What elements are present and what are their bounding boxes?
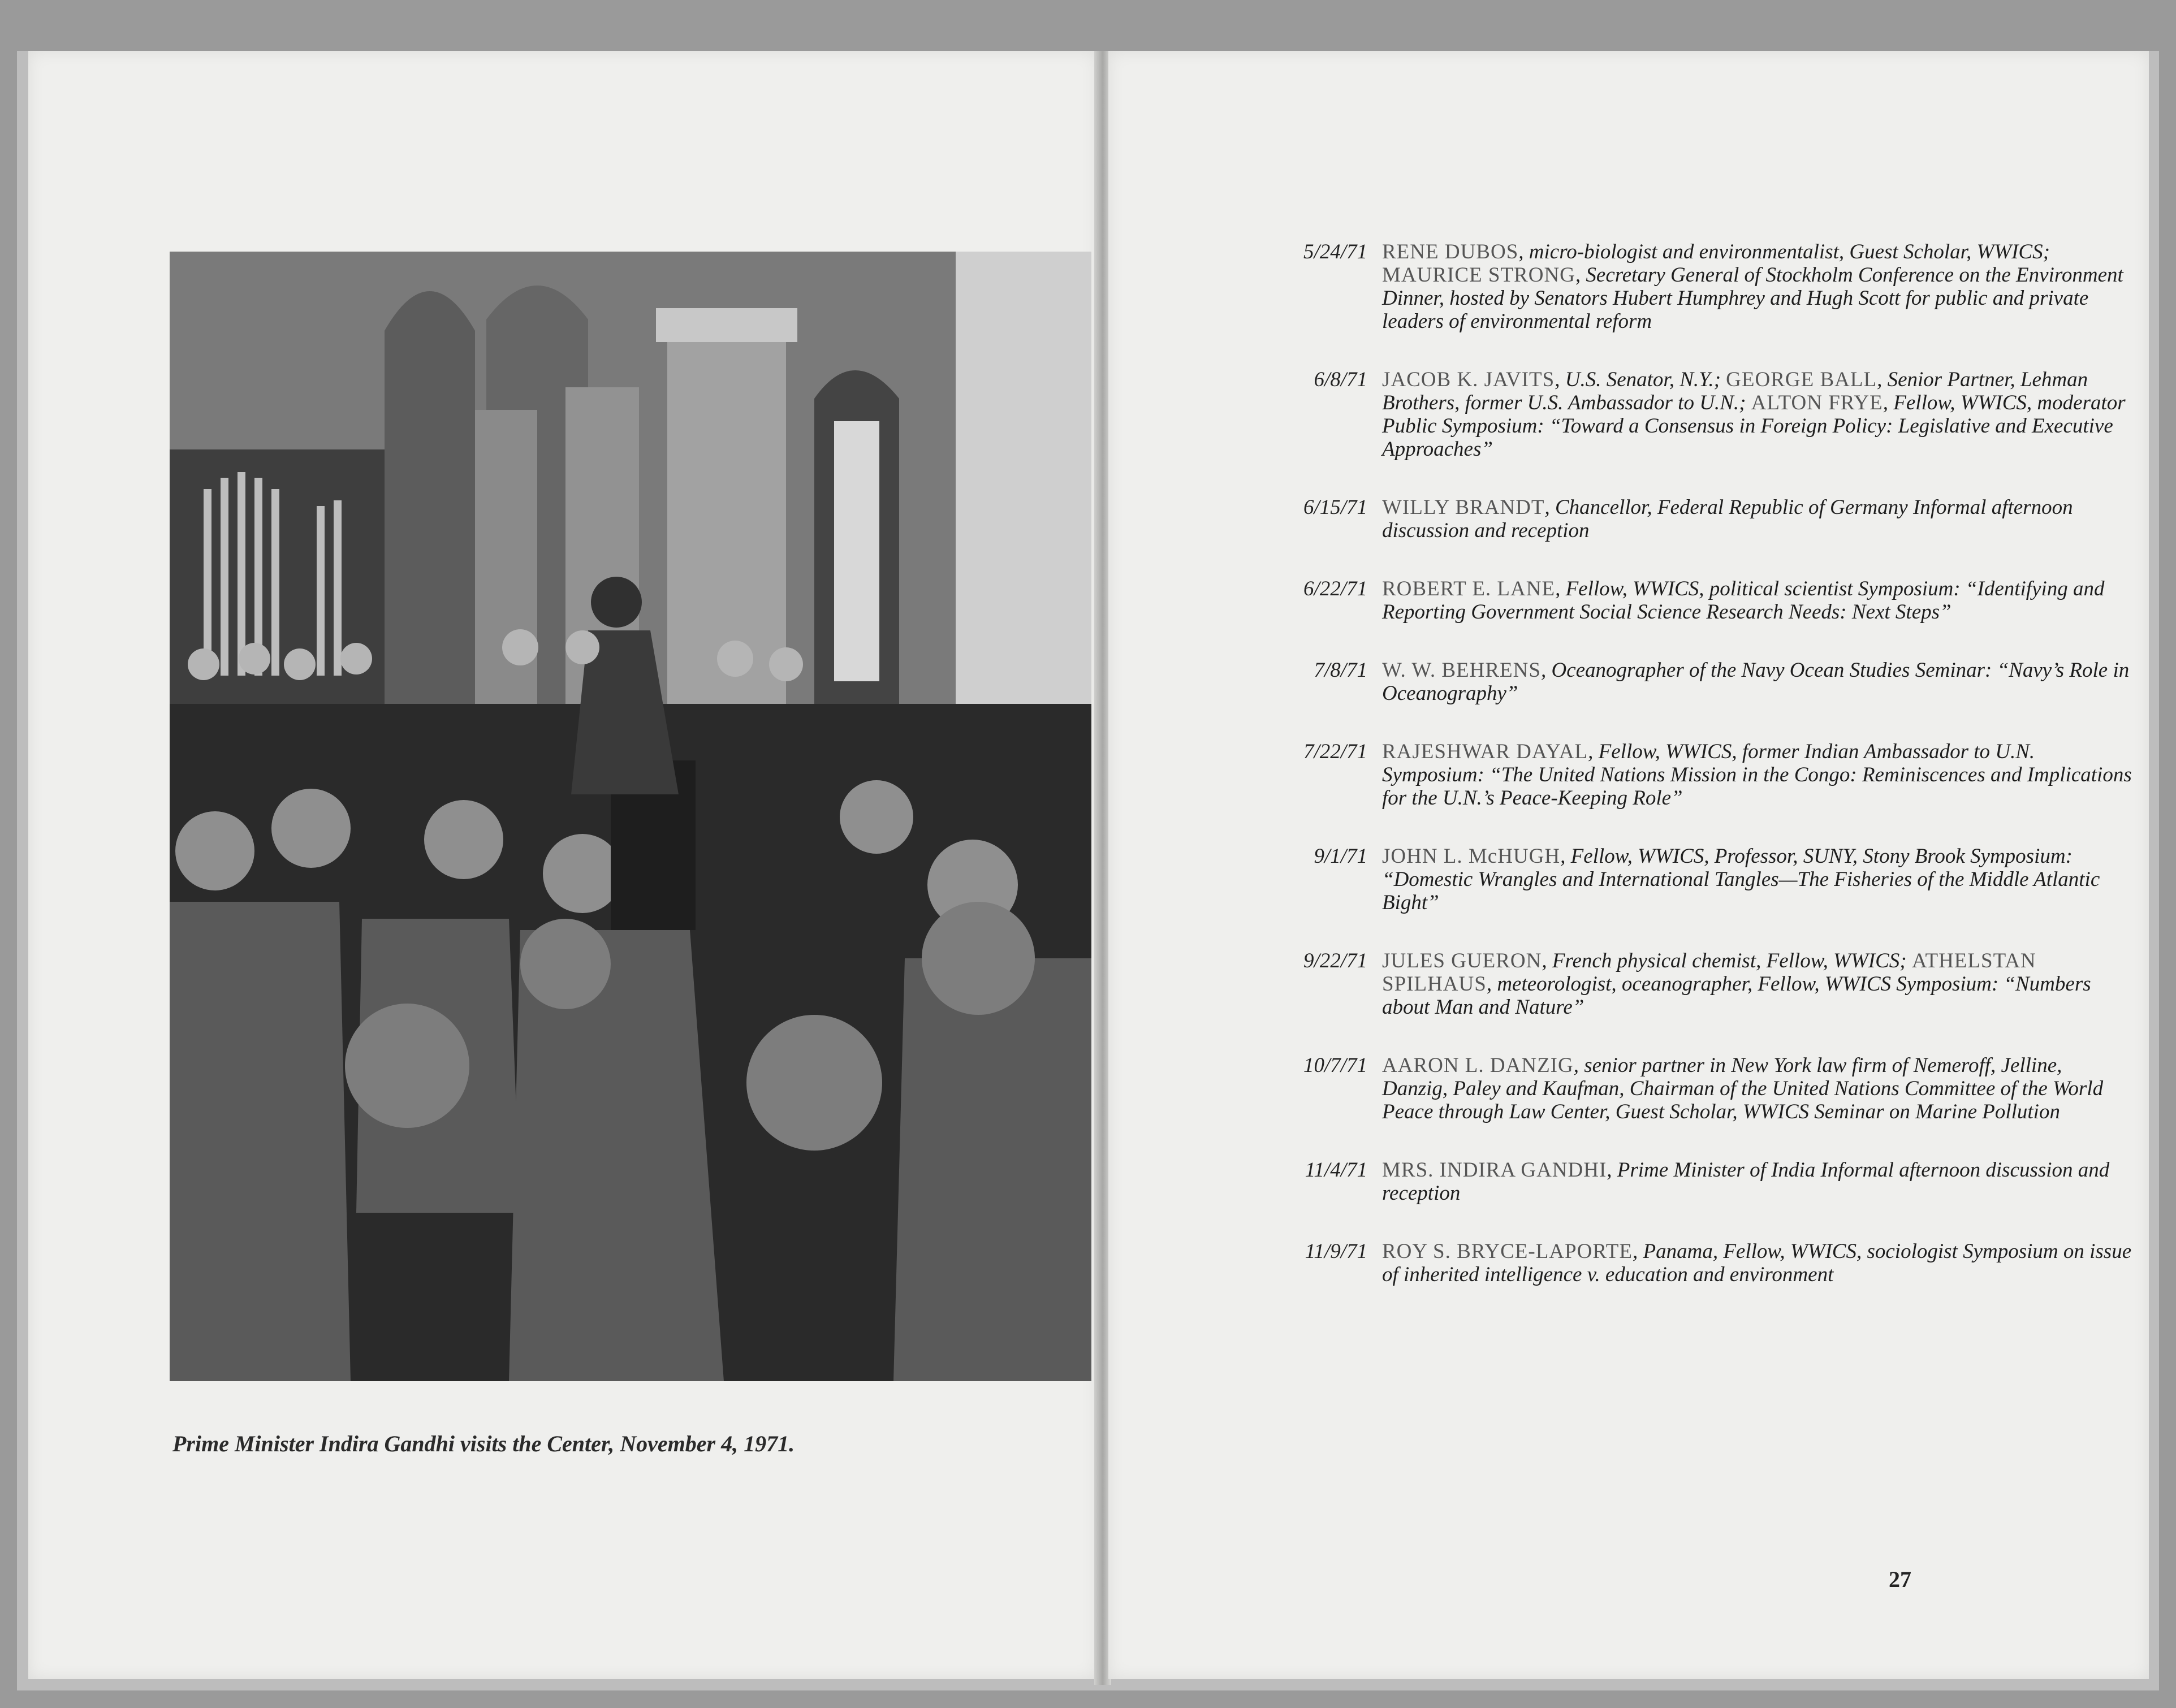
- event-date: 9/22/71: [1303, 949, 1367, 972]
- person-name: MRS. INDIRA GANDHI: [1382, 1158, 1607, 1182]
- event-description: [1382, 845, 2132, 914]
- event-detail: , micro-biologist and environmentalist, Guest Scholar, WWICS;: [1518, 240, 2050, 263]
- event-date: 7/8/71: [1314, 659, 1367, 682]
- event-description: [1382, 1158, 2132, 1205]
- person-name: JACOB K. JAVITS: [1382, 368, 1555, 391]
- event-date: 6/22/71: [1303, 577, 1367, 600]
- event-entry: [1250, 1054, 2132, 1123]
- event-entry: [1250, 659, 2132, 705]
- event-detail: , Fellow, WWICS, Professor, SUNY, Stony Brook Symposium: “Domestic Wrangles and International Tangles—The Fisheries of the Middle Atlantic Bight”: [1382, 845, 2100, 914]
- right-page: [1108, 51, 2149, 1679]
- event-description: [1382, 1240, 2132, 1286]
- event-description: [1382, 659, 2132, 705]
- event-detail: , U.S. Senator, N.Y.;: [1555, 368, 1726, 391]
- event-detail: , Fellow, WWICS, political scientist Symposium: “Identifying and Reporting Government Social Science Research Needs: Next Steps”: [1382, 577, 2105, 624]
- person-name: RENE DUBOS: [1382, 240, 1519, 263]
- left-page: [28, 51, 1097, 1679]
- event-list: [1250, 240, 2132, 1321]
- event-date: 11/9/71: [1305, 1240, 1367, 1263]
- event-detail: , French physical chemist, Fellow, WWICS;: [1542, 949, 1912, 972]
- event-description: [1382, 240, 2132, 333]
- event-date: 6/15/71: [1303, 496, 1367, 519]
- event-date: 6/8/71: [1314, 368, 1367, 391]
- person-name: JOHN L. McHUGH: [1382, 845, 1561, 868]
- person-name: AARON L. DANZIG: [1382, 1054, 1574, 1077]
- event-entry: [1250, 1158, 2132, 1205]
- event-date: 9/1/71: [1314, 845, 1367, 868]
- event-detail: , Fellow, WWICS, former Indian Ambassador to U.N. Symposium: “The United Nations Mission in the Congo: Reminiscences and Implications for the U.N.’s Peace-Keeping Role”: [1382, 740, 2132, 810]
- event-entry: [1250, 577, 2132, 624]
- event-detail: , Chancellor, Federal Republic of Germany Informal afternoon discussion and reception: [1382, 496, 2073, 542]
- person-name: ROY S. BRYCE-LAPORTE: [1382, 1240, 1633, 1263]
- event-entry: [1250, 496, 2132, 542]
- event-entry: [1250, 1240, 2132, 1286]
- event-date: 11/4/71: [1305, 1158, 1367, 1182]
- event-entry: [1250, 949, 2132, 1019]
- person-name: ALTON FRYE: [1751, 391, 1883, 414]
- event-description: [1382, 577, 2132, 624]
- person-name: ATHELSTAN SPILHAUS: [1382, 949, 2036, 996]
- event-detail: , meteorologist, oceanographer, Fellow, WWICS Symposium: “Numbers about Man and Nature”: [1382, 972, 2091, 1019]
- event-entry: [1250, 845, 2132, 914]
- person-name: W. W. BEHRENS: [1382, 659, 1541, 682]
- book-spread: [17, 51, 2159, 1690]
- event-detail: , Panama, Fellow, WWICS, sociologist Symposium on issue of inherited intelligence v. education and environment: [1382, 1240, 2132, 1286]
- event-date: 5/24/71: [1303, 240, 1367, 263]
- event-entry: [1250, 240, 2132, 333]
- person-name: JULES GUERON: [1382, 949, 1542, 972]
- event-detail: , Secretary General of Stockholm Conference on the Environment Dinner, hosted by Senators Hubert Humphrey and Hugh Scott for public and private leaders of environmental reform: [1382, 263, 2123, 333]
- event-date: 7/22/71: [1303, 740, 1367, 763]
- person-name: RAJESHWAR DAYAL: [1382, 740, 1588, 763]
- person-name: MAURICE STRONG: [1382, 263, 1575, 287]
- event-entry: [1250, 740, 2132, 810]
- page-number: 27: [1889, 1567, 1911, 1592]
- event-detail: , Oceanographer of the Navy Ocean Studies Seminar: “Navy’s Role in Oceanography”: [1382, 659, 2130, 705]
- event-detail: , senior partner in New York law firm of Nemeroff, Jelline, Danzig, Paley and Kaufman, Chairman of the United Nations Committee of the World Peace through Law Center, Guest Scholar, WWICS Seminar on Marine Pollution: [1382, 1054, 2104, 1123]
- event-description: [1382, 949, 2132, 1019]
- person-name: GEORGE BALL: [1726, 368, 1877, 391]
- event-entry: [1250, 368, 2132, 461]
- photo-caption: Prime Minister Indira Gandhi visits the Center, November 4, 1971.: [172, 1431, 795, 1456]
- event-date: 10/7/71: [1303, 1054, 1367, 1077]
- event-detail: , Senior Partner, Lehman Brothers, former U.S. Ambassador to U.N.;: [1382, 368, 2088, 414]
- event-photograph: [170, 252, 1091, 1381]
- event-detail: , Fellow, WWICS, moderator Public Symposium: “Toward a Consensus in Foreign Policy: Legislative and Executive Approaches”: [1382, 391, 2126, 461]
- event-description: [1382, 1054, 2132, 1123]
- event-description: [1382, 368, 2132, 461]
- event-description: [1382, 496, 2132, 542]
- person-name: ROBERT E. LANE: [1382, 577, 1556, 600]
- event-description: [1382, 740, 2132, 810]
- event-detail: , Prime Minister of India Informal afternoon discussion and reception: [1382, 1158, 2110, 1205]
- person-name: WILLY BRANDT: [1382, 496, 1545, 519]
